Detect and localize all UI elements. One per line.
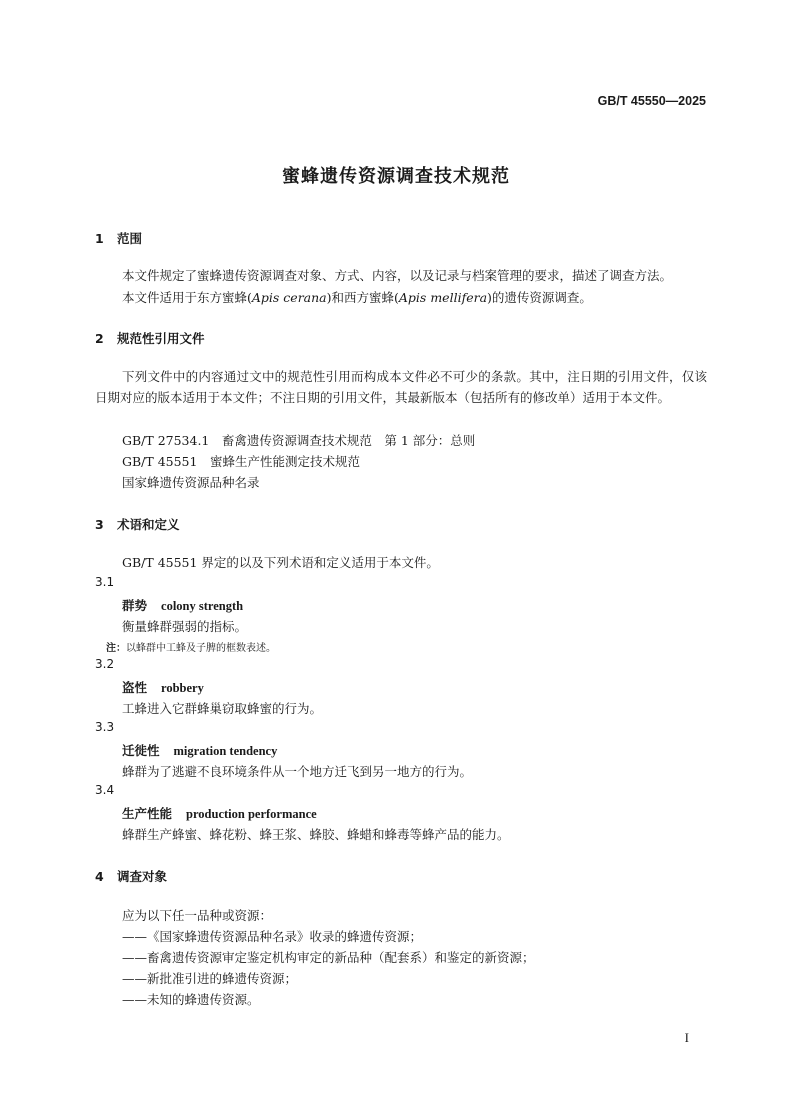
term-number: 3.3	[95, 720, 115, 734]
term-number: 3.4	[95, 783, 115, 797]
section-1-heading: 1 范围	[95, 231, 143, 246]
term-heading: 迁徙性 migration tendency	[122, 743, 278, 758]
reference-item: GB/T 27534.1 畜禽遗传资源调查技术规范 第 1 部分：总则	[122, 433, 476, 448]
latin-name-apis-mellifera: Apis mellifera	[398, 290, 488, 305]
reference-item: GB/T 45551 蜜蜂生产性能测定技术规范	[122, 454, 360, 469]
term-definition: 衡量蜂群强弱的指标。	[122, 619, 248, 634]
term-heading: 群势 colony strength	[122, 598, 244, 613]
latin-name-apis-cerana: Apis cerana	[251, 290, 327, 305]
term-number: 3.2	[95, 657, 115, 671]
section-3-intro: GB/T 45551 界定的以及下列术语和定义适用于本文件。	[122, 555, 439, 570]
list-item: ——《国家蜂遗传资源品种名录》收录的蜂遗传资源；	[122, 929, 423, 944]
section-4-heading: 4 调查对象	[95, 869, 168, 884]
section-2-intro: 下列文件中的内容通过文中的规范性引用而构成本文件必不可少的条款。其中，注日期的引用文件，仅该日期对应的版本适用于本文件；不注日期的引用文件，其最新版本（包括所有的修改单）适用于本文件。	[95, 369, 707, 405]
section-2-heading: 2 规范性引用文件	[95, 331, 205, 346]
page-number: I	[684, 1030, 689, 1045]
term-heading: 生产性能 production performance	[122, 806, 317, 821]
section-3-heading: 3 术语和定义	[95, 517, 180, 532]
list-item: ——畜禽遗传资源审定鉴定机构审定的新品种（配套系）和鉴定的新资源；	[122, 950, 535, 965]
document-title: 蜜蜂遗传资源调查技术规范	[282, 166, 510, 187]
section-4-intro: 应为以下任一品种或资源：	[122, 908, 273, 923]
term-heading: 盗性 robbery	[122, 680, 204, 695]
term-definition: 蜂群生产蜂蜜、蜂花粉、蜂王浆、蜂胶、蜂蜡和蜂毒等蜂产品的能力。	[122, 827, 510, 842]
list-item: ——未知的蜂遗传资源。	[122, 992, 260, 1007]
term-number: 3.1	[95, 575, 115, 589]
reference-item: 国家蜂遗传资源品种名录	[122, 475, 260, 490]
list-item: ——新批准引进的蜂遗传资源；	[122, 971, 298, 986]
section-1-paragraph-1: 本文件规定了蜜蜂遗传资源调查对象、方式、内容，以及记录与档案管理的要求，描述了调查方法。	[122, 268, 673, 283]
term-definition: 工蜂进入它群蜂巢窃取蜂蜜的行为。	[122, 701, 323, 716]
term-note: 注：以蜂群中工蜂及子脾的框数表述。	[106, 643, 276, 654]
section-1-paragraph-2: 本文件适用于东方蜜蜂(Apis cerana)和西方蜜蜂(Apis mellifera)的遗传资源调查。	[122, 290, 592, 305]
term-definition: 蜂群为了逃避不良环境条件从一个地方迁飞到另一地方的行为。	[122, 764, 473, 779]
standard-number: GB/T 45550—2025	[597, 94, 706, 108]
